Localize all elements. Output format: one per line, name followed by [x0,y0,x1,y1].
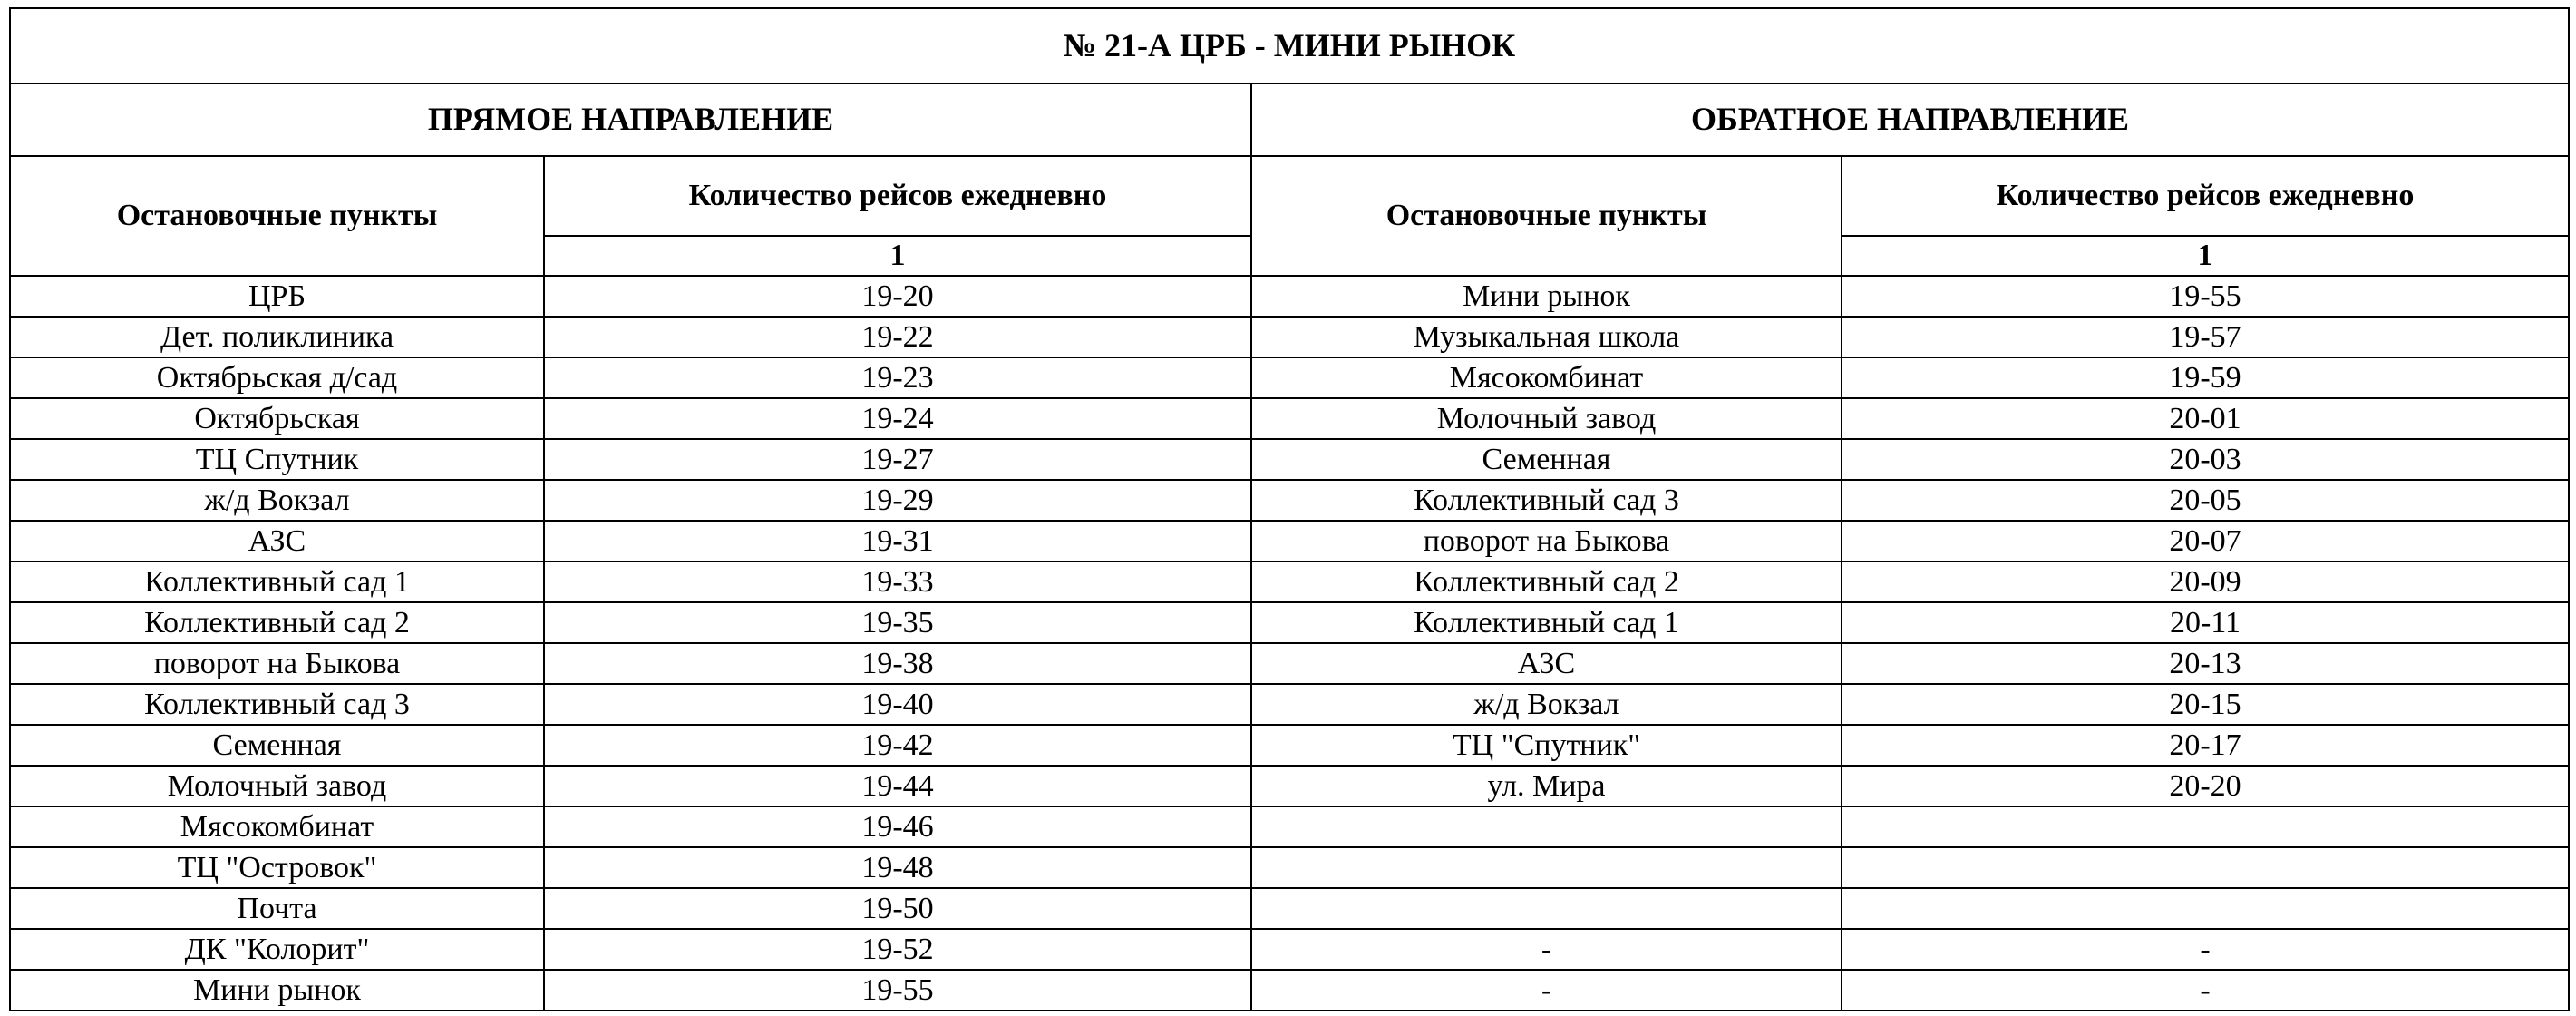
forward-time-cell: 19-42 [544,725,1251,766]
reverse-stop-cell [1251,806,1842,847]
reverse-stop-cell: - [1251,970,1842,1011]
table-row [10,398,2569,439]
reverse-time-cell: 20-15 [1842,684,2569,725]
forward-stop-cell: ЦРБ [10,276,544,317]
reverse-time-cell: 20-05 [1842,480,2569,521]
forward-stop-cell: Семенная [10,725,544,766]
forward-stop-cell: Коллективный сад 2 [10,602,544,643]
forward-time-cell: 19-31 [544,521,1251,562]
forward-stop-cell: Мясокомбинат [10,806,544,847]
reverse-time-cell: 20-17 [1842,725,2569,766]
reverse-time-cell: 20-01 [1842,398,2569,439]
reverse-stop-cell: Мясокомбинат [1251,357,1842,398]
table-row [10,725,2569,766]
reverse-stop-cell: Коллективный сад 3 [1251,480,1842,521]
forward-stop-cell: Почта [10,888,544,929]
forward-stop-cell: Коллективный сад 1 [10,562,544,602]
table-row [10,970,2569,1011]
forward-time-cell: 19-24 [544,398,1251,439]
reverse-time-cell: 20-13 [1842,643,2569,684]
forward-stop-cell: поворот на Быкова [10,643,544,684]
reverse-time-cell [1842,847,2569,888]
reverse-trips-header: Количество рейсов ежедневно [1842,156,2569,236]
title-row [10,8,2569,83]
reverse-stop-cell: - [1251,929,1842,970]
forward-stop-cell: Октябрьская [10,398,544,439]
forward-stop-cell: ДК "Колорит" [10,929,544,970]
forward-stop-cell: ж/д Вокзал [10,480,544,521]
table-row [10,643,2569,684]
forward-time-cell: 19-48 [544,847,1251,888]
reverse-time-cell: 19-55 [1842,276,2569,317]
reverse-time-cell: 19-57 [1842,317,2569,357]
forward-time-cell: 19-55 [544,970,1251,1011]
forward-time-cell: 19-50 [544,888,1251,929]
forward-stop-cell: АЗС [10,521,544,562]
reverse-time-cell: 20-03 [1842,439,2569,480]
table-row [10,806,2569,847]
table-row [10,766,2569,806]
forward-trips-header: Количество рейсов ежедневно [544,156,1251,236]
reverse-stop-cell: поворот на Быкова [1251,521,1842,562]
reverse-time-cell: - [1842,970,2569,1011]
forward-time-cell: 19-46 [544,806,1251,847]
forward-stop-cell: ТЦ Спутник [10,439,544,480]
forward-time-cell: 19-44 [544,766,1251,806]
route-title: № 21-А ЦРБ - МИНИ РЫНОК [10,8,2569,83]
direction-row [10,83,2569,156]
forward-time-cell: 19-20 [544,276,1251,317]
reverse-time-cell [1842,806,2569,847]
table-row [10,847,2569,888]
reverse-stop-cell: Коллективный сад 2 [1251,562,1842,602]
forward-stop-cell: Дет. поликлиника [10,317,544,357]
table-row [10,276,2569,317]
forward-stop-cell: Октябрьская д/сад [10,357,544,398]
forward-direction-heading: ПРЯМОЕ НАПРАВЛЕНИЕ [10,83,1251,156]
reverse-time-cell: 20-09 [1842,562,2569,602]
reverse-stop-cell: Мини рынок [1251,276,1842,317]
forward-time-cell: 19-38 [544,643,1251,684]
table-row [10,357,2569,398]
forward-time-cell: 19-29 [544,480,1251,521]
reverse-stop-cell [1251,888,1842,929]
table-row [10,562,2569,602]
reverse-stop-cell: Молочный завод [1251,398,1842,439]
reverse-trip-number: 1 [1842,236,2569,276]
table-row [10,684,2569,725]
reverse-direction-heading: ОБРАТНОЕ НАПРАВЛЕНИЕ [1251,83,2569,156]
forward-stop-cell: Коллективный сад 3 [10,684,544,725]
table-row [10,480,2569,521]
forward-time-cell: 19-23 [544,357,1251,398]
table-row [10,521,2569,562]
forward-time-cell: 19-27 [544,439,1251,480]
reverse-time-cell: 20-07 [1842,521,2569,562]
forward-stops-header: Остановочные пункты [10,156,544,276]
reverse-time-cell: 19-59 [1842,357,2569,398]
schedule-table [9,7,2570,1011]
reverse-stop-cell: ул. Мира [1251,766,1842,806]
column-header-row [10,156,2569,236]
reverse-stop-cell: АЗС [1251,643,1842,684]
forward-time-cell: 19-40 [544,684,1251,725]
forward-time-cell: 19-22 [544,317,1251,357]
table-row [10,929,2569,970]
forward-trip-number: 1 [544,236,1251,276]
reverse-stop-cell: ж/д Вокзал [1251,684,1842,725]
table-row [10,439,2569,480]
reverse-time-cell: 20-11 [1842,602,2569,643]
forward-stop-cell: Молочный завод [10,766,544,806]
table-row [10,602,2569,643]
reverse-stop-cell: Коллективный сад 1 [1251,602,1842,643]
table-row [10,317,2569,357]
forward-time-cell: 19-35 [544,602,1251,643]
reverse-stop-cell: ТЦ "Спутник" [1251,725,1842,766]
reverse-time-cell: - [1842,929,2569,970]
reverse-time-cell [1842,888,2569,929]
reverse-stop-cell: Семенная [1251,439,1842,480]
reverse-stop-cell [1251,847,1842,888]
forward-time-cell: 19-33 [544,562,1251,602]
table-row [10,888,2569,929]
reverse-stops-header: Остановочные пункты [1251,156,1842,276]
reverse-time-cell: 20-20 [1842,766,2569,806]
forward-stop-cell: ТЦ "Островок" [10,847,544,888]
reverse-stop-cell: Музыкальная школа [1251,317,1842,357]
forward-stop-cell: Мини рынок [10,970,544,1011]
forward-time-cell: 19-52 [544,929,1251,970]
